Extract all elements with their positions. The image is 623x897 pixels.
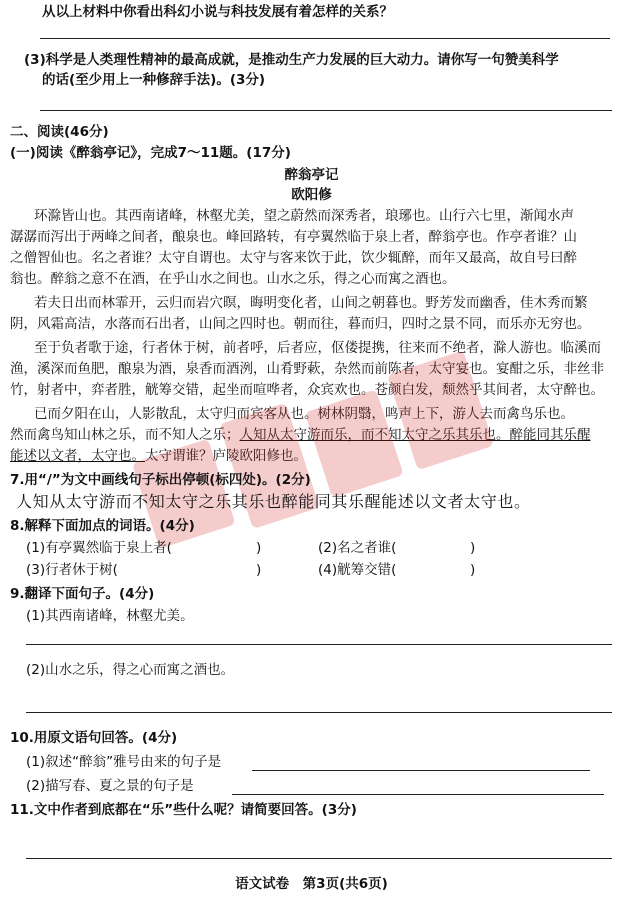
answer-line <box>40 38 610 39</box>
article-line: 若夫日出而林霏开，云归而岩穴暝，晦明变化者，山间之朝暮也。野芳发而幽香，佳木秀而繁 <box>34 295 588 311</box>
question-3-line-1: (3)科学是人类理性精神的最高成就，是推动生产力发展的巨大动力。请你写一句赞美科学 <box>24 52 559 68</box>
article-line: 渔，溪深而鱼肥，酿泉为酒，泉香而酒洌，山肴野蔌，杂然而前陈者，太守宴也。宴酣之乐，非丝非 <box>10 361 604 377</box>
answer-line <box>232 794 604 795</box>
article-line: 至于负者歌于途，行者休于树，前者呼，后者应，伛偻提携，往来而不绝者，滁人游也。临溪而 <box>34 340 601 356</box>
question-10: 10.用原文语句回答。(4分) <box>10 730 178 746</box>
question-3-line-2: 的话(至少用上一种修辞手法)。(3分) <box>42 72 266 88</box>
question-intro: 从以上材料中你看出科幻小说与科技发展有着怎样的关系？ <box>42 4 393 20</box>
question-11: 11.文中作者到底都在“乐”些什么呢？请简要回答。(3分) <box>10 802 357 818</box>
article-line: 阴，风霜高洁，水落而石出者，山间之四时也。朝而往，暮而归，四时之景不同，而乐亦无穷也。 <box>10 316 591 332</box>
question-7-sentence: 人知从太守游而不知太守之乐其乐也醉能同其乐醒能述以文者太守也。 <box>16 492 531 511</box>
article-line <box>10 427 591 443</box>
underlined-sentence: 人知从太守游而乐，而不知太守之乐其乐也。醉能同其乐醒 <box>239 427 591 443</box>
question-7: 7.用“/”为文中画线句子标出停顿(标四处)。(2分) <box>10 472 311 488</box>
answer-line <box>26 644 612 645</box>
article-title: 醉翁亭记 <box>284 167 339 183</box>
article-line: 翁也。醉翁之意不在酒，在乎山水之间也。山水之乐，得之心而寓之酒也。 <box>10 271 456 287</box>
q8-item-1: (1)有亭翼然临于泉上者( <box>26 540 172 556</box>
question-10-2: (2)描写春、夏之景的句子是 <box>26 778 194 794</box>
article-line: 之僧智仙也。名之者谁？太守自谓也。太守与客来饮于此，饮少辄醉，而年又最高，故自号曰醉 <box>10 250 577 266</box>
question-8: 8.解释下面加点的词语。(4分) <box>10 518 195 534</box>
underlined-sentence: 能述以文者，太守也。 <box>10 448 145 464</box>
answer-line <box>26 712 612 713</box>
question-9-2: (2)山水之乐，得之心而寓之酒也。 <box>26 662 235 678</box>
article-author: 欧阳修 <box>291 187 332 203</box>
article-line <box>10 448 307 464</box>
article-line: 潺潺而泻出于两峰之间者，酿泉也。峰回路转，有亭翼然临于泉上者，醉翁亭也。作亭者谁？山 <box>10 229 577 245</box>
article-line: 竹，射者中，弈者胜，觥筹交错，起坐而喧哗者，众宾欢也。苍颜白发，颓然乎其间者，太守醉也。 <box>10 382 604 398</box>
article-text: 然而禽鸟知山林之乐，而不知人之乐； <box>10 427 240 443</box>
page-footer: 语文试卷 第3页(共6页) <box>235 876 388 892</box>
answer-line <box>26 858 612 859</box>
q8-item-2: (2)名之者谁( <box>318 540 397 556</box>
article-line: 环滁皆山也。其西南诸峰，林壑尤美，望之蔚然而深秀者，琅琊也。山行六七里，渐闻水声 <box>34 208 574 224</box>
q8-item-3: (3)行者休于树( <box>26 562 118 578</box>
q8-item-2-close: ) <box>470 540 476 556</box>
q8-item-4-close: ) <box>470 562 476 578</box>
subsection-1-heading: (一)阅读《醉翁亭记》，完成7～11题。(17分) <box>10 145 291 161</box>
question-9-1: (1)其西南诸峰，林壑尤美。 <box>26 608 194 624</box>
answer-line <box>252 770 590 771</box>
q8-item-1-close: ) <box>256 540 262 556</box>
section-2-heading: 二、阅读(46分) <box>10 124 109 140</box>
article-text: 太守谓谁？庐陵欧阳修也。 <box>145 448 307 464</box>
question-10-1: (1)叙述“醉翁”雅号由来的句子是 <box>26 754 222 770</box>
q8-item-3-close: ) <box>256 562 262 578</box>
question-9: 9.翻译下面句子。(4分) <box>10 586 155 602</box>
article-line: 已而夕阳在山，人影散乱，太守归而宾客从也。树林阴翳，鸣声上下，游人去而禽鸟乐也。 <box>34 406 574 422</box>
answer-line <box>40 110 612 111</box>
q8-item-4: (4)觥筹交错( <box>318 562 397 578</box>
